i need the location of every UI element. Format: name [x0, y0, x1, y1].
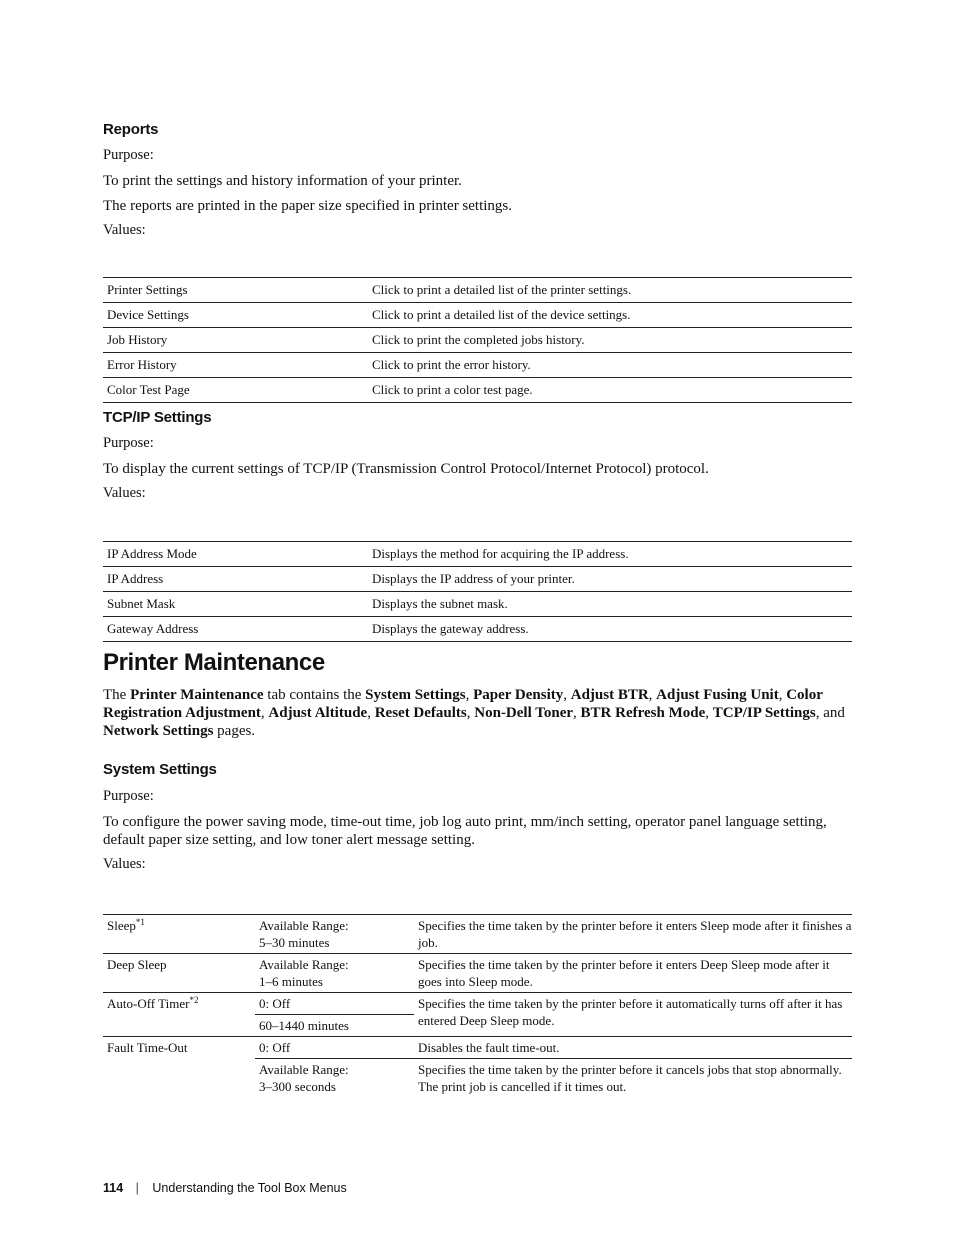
reports-row-desc: Click to print a color test page.	[368, 378, 852, 403]
table-row	[103, 993, 852, 1015]
reports-values-label: Values:	[103, 222, 146, 238]
footer-separator: |	[135, 1181, 139, 1195]
table-row	[103, 278, 852, 303]
tcpip-row-desc: Displays the gateway address.	[368, 617, 852, 642]
page-footer	[103, 1181, 347, 1195]
auto-off-desc: Specifies the time taken by the printer before it automatically turns off after it has entered Deep Sleep mode.	[414, 993, 852, 1037]
reports-row-desc: Click to print the completed jobs history.	[368, 328, 852, 353]
reports-row-desc: Click to print a detailed list of the printer settings.	[368, 278, 852, 303]
reports-row-name: Printer Settings	[103, 278, 368, 303]
sleep-desc: Specifies the time taken by the printer before it enters Sleep mode after it finishes a job.	[414, 915, 852, 954]
tcpip-table	[103, 541, 852, 642]
auto-off-option-1: 0: Off	[255, 993, 414, 1015]
deep-sleep-desc: Specifies the time taken by the printer before it enters Deep Sleep mode after it goes into Sleep mode.	[414, 954, 852, 993]
table-row	[103, 592, 852, 617]
tcpip-row-desc: Displays the subnet mask.	[368, 592, 852, 617]
reports-purpose-2: The reports are printed in the paper size specified in printer settings.	[103, 198, 513, 214]
system-purpose: To configure the power saving mode, time-out time, job log auto print, mm/inch setting, operator panel language setting, default paper size setting, and low toner alert message setting.	[103, 814, 827, 848]
table-row	[103, 328, 852, 353]
tcpip-heading: TCP/IP Settings	[103, 409, 212, 426]
sleep-name: Sleep$^{*1}$	[103, 915, 255, 954]
table-row	[103, 915, 852, 954]
table-row	[103, 303, 852, 328]
footer-title: Understanding the Tool Box Menus	[152, 1181, 347, 1195]
table-row	[103, 378, 852, 403]
fault-option-1: 0: Off	[255, 1037, 414, 1059]
reports-purpose-label: Purpose:	[103, 147, 154, 163]
deep-sleep-name: Deep Sleep	[103, 954, 255, 993]
reports-row-desc: Click to print a detailed list of the device settings.	[368, 303, 852, 328]
fault-name: Fault Time-Out	[107, 1040, 188, 1055]
page-number: 114	[103, 1181, 124, 1195]
tcpip-row-name: IP Address	[103, 567, 368, 592]
maintenance-heading: Printer Maintenance	[103, 649, 325, 676]
system-purpose-label: Purpose:	[103, 788, 154, 804]
reports-heading: Reports	[103, 121, 159, 138]
tcpip-row-name: IP Address Mode	[103, 542, 368, 567]
reports-table	[103, 277, 852, 403]
fault-range: Available Range: 3–300 seconds	[259, 1062, 349, 1094]
auto-off-option-2: 60–1440 minutes	[255, 1015, 414, 1037]
fault-desc-1: Disables the fault time-out.	[414, 1037, 852, 1059]
system-table	[103, 914, 852, 1097]
tcpip-row-name: Subnet Mask	[103, 592, 368, 617]
reports-row-name: Device Settings	[103, 303, 368, 328]
deep-sleep-range: Available Range: 1–6 minutes	[255, 954, 414, 993]
tcpip-row-desc: Displays the method for acquiring the IP address.	[368, 542, 852, 567]
table-row	[103, 1037, 852, 1059]
system-values-label: Values:	[103, 856, 146, 872]
tcpip-purpose-label: Purpose:	[103, 435, 154, 451]
tcpip-row-desc: Displays the IP address of your printer.	[368, 567, 852, 592]
tcpip-purpose: To display the current settings of TCP/IP (Transmission Control Protocol/Internet Protocol) protocol.	[103, 461, 709, 477]
reports-purpose-1: To print the settings and history information of your printer.	[103, 173, 462, 189]
auto-off-name: Auto-Off Timer$^{*2}$	[103, 993, 255, 1037]
reports-row-name: Color Test Page	[103, 378, 368, 403]
table-row	[103, 542, 852, 567]
table-row	[103, 353, 852, 378]
reports-row-name: Error History	[103, 353, 368, 378]
fault-desc-2: Specifies the time taken by the printer before it cancels jobs that stop abnormally. The print job is cancelled if it times out.	[418, 1062, 842, 1094]
table-row	[103, 954, 852, 993]
maintenance-intro: The Printer Maintenance tab contains the System Settings, Paper Density, Adjust BTR, Adjust Fusing Unit, Color Registration Adjustment, Adjust Altitude, Reset Defaults, Non-Dell Toner, BTR Refresh Mode, TCP/IP Settings, and Network Settings pages.	[103, 687, 845, 739]
system-heading: System Settings	[103, 761, 217, 778]
tcpip-row-name: Gateway Address	[103, 617, 368, 642]
table-row	[103, 617, 852, 642]
sleep-range: Available Range: 5–30 minutes	[255, 915, 414, 954]
table-row	[103, 567, 852, 592]
reports-row-name: Job History	[103, 328, 368, 353]
reports-row-desc: Click to print the error history.	[368, 353, 852, 378]
tcpip-values-label: Values:	[103, 485, 146, 501]
